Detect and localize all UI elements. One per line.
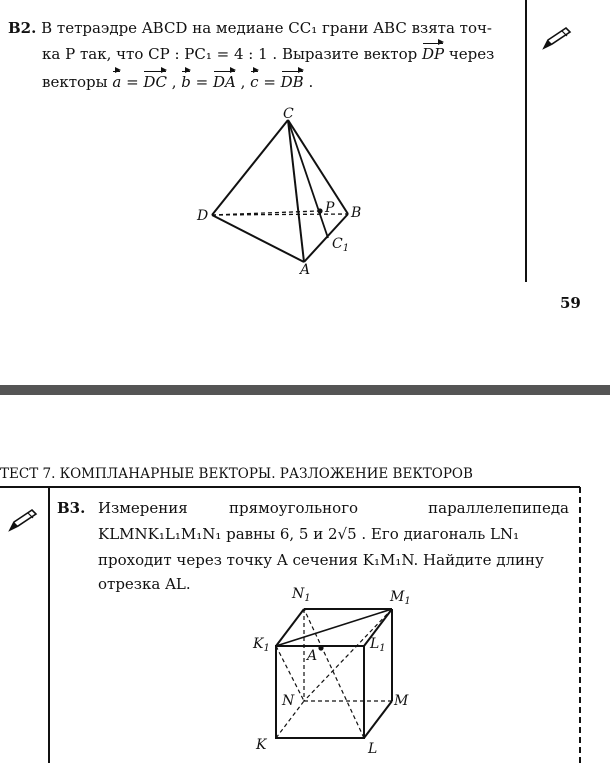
diagonal-l-n1-hidden — [304, 609, 364, 738]
edge-da — [212, 215, 304, 262]
b3-line1 — [57, 496, 569, 520]
b3-word3: параллелепипеда — [428, 499, 569, 517]
margin-line-top — [525, 0, 527, 282]
label-b: B — [351, 205, 362, 221]
b2-text-line2: ка P так, что CP : PC₁ = 4 : 1 . Выразите вектор — [42, 45, 418, 63]
label-n: N — [282, 693, 295, 709]
vector-c: c — [250, 70, 258, 94]
pen-icon — [540, 24, 574, 52]
right-dashed-border — [579, 487, 581, 763]
b3-word1: Измерения — [98, 499, 188, 517]
point-a — [318, 645, 323, 650]
b3-line3: проходит через точку A сечения K₁M₁N. Найдите длину — [98, 551, 544, 569]
header-rule — [0, 486, 580, 488]
edge-cd — [212, 120, 288, 215]
b2-line3: векторы a = DC , b = DA , c = DB . — [42, 70, 313, 94]
tetrahedron-figure — [190, 110, 370, 280]
vector-db: DB — [281, 70, 304, 94]
label-m: M — [394, 693, 409, 709]
page-number: 59 — [560, 294, 581, 312]
label-k: K — [256, 737, 267, 753]
b2-line1 — [8, 16, 492, 40]
label-c1: $C_1$ — [332, 236, 350, 254]
b2-line2 — [42, 42, 494, 66]
b3-word2: прямоугольного — [229, 499, 359, 517]
b2-text-line1: В тетраэдре ABCD на медиане CC₁ грани ABC взята точ- — [41, 19, 492, 37]
label-m1: $M_1$ — [390, 589, 411, 607]
label-a: A — [307, 648, 318, 664]
b2-number: B2. — [8, 19, 37, 37]
b3-line2: KLMNK₁L₁M₁N₁ равны 6, 5 и 2√5 . Его диагональ LN₁ — [98, 525, 520, 543]
parallelepiped-figure — [260, 596, 410, 746]
page-separator — [0, 385, 610, 395]
label-c: C — [283, 106, 294, 122]
segment-dp-hidden — [212, 211, 318, 215]
vector-da: DA — [213, 70, 236, 94]
label-p: P — [325, 200, 335, 216]
label-n1: $N_1$ — [292, 586, 311, 604]
vector-dc: DC — [143, 70, 167, 94]
edge-k1-n1 — [276, 609, 304, 646]
label-d: D — [197, 208, 209, 224]
b3-line4: отрезка AL. — [98, 575, 191, 593]
section-header: ТЕСТ 7. КОМПЛАНАРНЫЕ ВЕКТОРЫ. РАЗЛОЖЕНИЕ ВЕКТОРОВ — [0, 466, 473, 482]
vector-a: a — [112, 70, 121, 94]
front-face — [276, 646, 364, 738]
b2-text-line2-end: через — [448, 45, 495, 63]
b3-number: B3. — [57, 499, 86, 517]
label-l1: $L_1$ — [370, 636, 386, 654]
label-l: L — [368, 741, 378, 757]
vector-dp: DP — [422, 42, 444, 66]
edge-m-l — [364, 701, 392, 738]
vector-b: b — [181, 70, 191, 94]
label-a: A — [300, 262, 311, 278]
label-k1: $K_1$ — [253, 636, 270, 654]
b2-text-line3: векторы — [42, 73, 108, 91]
pen-icon — [6, 506, 40, 534]
margin-line-bottom — [48, 487, 50, 763]
point-p — [317, 208, 322, 213]
